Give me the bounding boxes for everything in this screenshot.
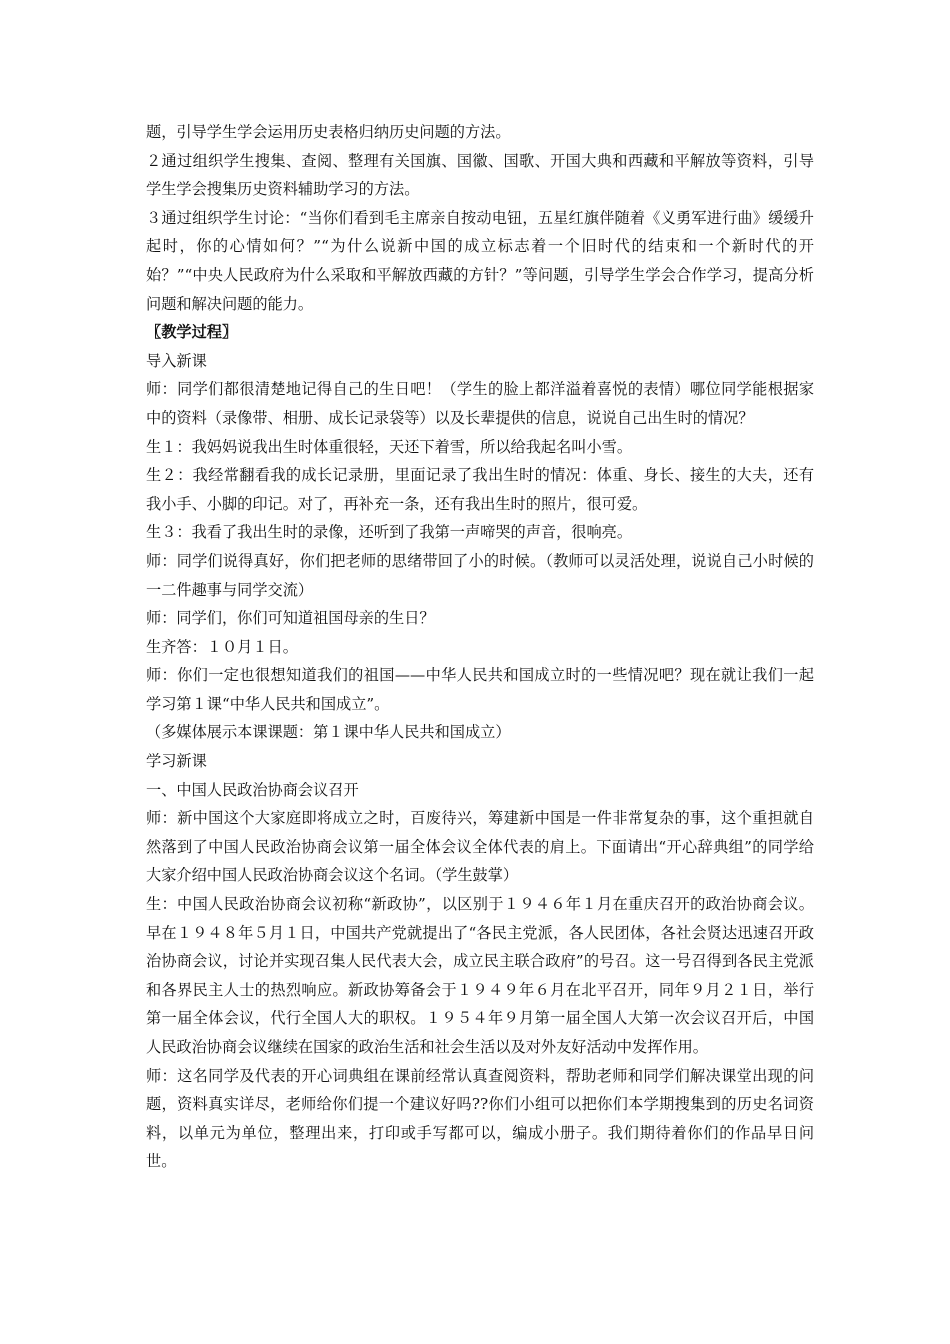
subheading-new-lesson: 学习新课 [146,752,207,771]
subheading-intro: 导入新课 [146,351,207,370]
paragraph-method-3: ３通过组织学生讨论：“当你们看到毛主席亲自按动电钮，五星红旗伴随着《义勇军进行曲》缓缓升起时，你的心情如何？”“为什么说新中国的成立标志着一个旧时代的结束和一个新时代的开始？”“中央人民政府为什么采取和平解放西藏的方针？”等问题，引导学生学会合作学习，提高分析问题和解决问题的能力。 [146,208,814,313]
dialogue-teacher-4: 师：你们一定也很想知道我们的祖国——中华人民共和国成立时的一些情况吧？现在就让我们一起学习第１课“中华人民共和国成立”。 [146,666,814,713]
dialogue-students-answer: 生齐答：１０月１日。 [146,637,298,656]
section-heading-teaching-process: 〖教学过程〗 [146,323,238,342]
document-body [146,118,814,1176]
dialogue-teacher-3: 师：同学们，你们可知道祖国母亲的生日？ [146,609,435,628]
dialogue-teacher-1: 师：同学们都很清楚地记得自己的生日吧！（学生的脸上都洋溢着喜悦的表情）哪位同学能根据家中的资料（录像带、相册、成长记录袋等）以及长辈提供的信息，说说自己出生时的情况？ [146,380,814,427]
dialogue-student-1: 生１：我妈妈说我出生时体重很轻，天还下着雪，所以给我起名叫小雪。 [146,437,632,456]
note-multimedia: （多媒体展示本课课题：第１课中华人民共和国成立） [146,723,511,742]
dialogue-teacher-5: 师：新中国这个大家庭即将成立之时，百废待兴，筹建新中国是一件非常复杂的事，这个重担就自然落到了中国人民政治协商会议第一届全体会议全体代表的肩上。下面请出“开心辞典组”的同学给大家介绍中国人民政治协商会议这个名词。（学生鼓掌） [146,809,814,885]
paragraph-method-2: ２通过组织学生搜集、查阅、整理有关国旗、国徽、国歌、开国大典和西藏和平解放等资料，引导学生学会搜集历史资料辅助学习的方法。 [146,151,814,199]
dialogue-teacher-6: 师：这名同学及代表的开心词典组在课前经常认真查阅资料，帮助老师和同学们解决课堂出现的问题，资料真实详尽，老师给你们提一个建议好吗??你们小组可以把你们本学期搜集到的历史名词资料，以单元为单位，整理出来，打印或手写都可以，编成小册子。我们期待着你们的作品早日问世。 [146,1066,814,1171]
dialogue-teacher-2: 师：同学们说得真好，你们把老师的思绪带回了小的时候。（教师可以灵活处理，说说自己小时候的一二件趣事与同学交流） [146,551,814,599]
dialogue-student-4: 生：中国人民政治协商会议初称“新政协”，以区别于１９４６年１月在重庆召开的政治协商会议。早在１９４８年５月１日，中国共产党就提出了“各民主党派，各人民团体，各社会贤达迅速召开政治协商会议，讨论并实现召集人民代表大会，成立民主联合政府”的号召。这一号召得到各民主党派和各界民主人士的热烈响应。新政协筹备会于１９４９年６月在北平召开，同年９月２１日，举行第一届全体会议，代行全国人大的职权。１９５４年９月第一届全国人大第一次会议召开后，中国人民政治协商会议继续在国家的政治生活和社会生活以及对外友好活动中发挥作用。 [146,895,814,1056]
dialogue-student-2: 生２：我经常翻看我的成长记录册，里面记录了我出生时的情况：体重、身长、接生的大夫，还有我小手、小脚的印记。对了，再补充一条，还有我出生时的照片，很可爱。 [146,466,814,513]
dialogue-student-3: 生３：我看了我出生时的录像，还听到了我第一声啼哭的声音，很响亮。 [146,523,632,542]
section-heading-cppcc: 一、中国人民政治协商会议召开 [146,780,359,799]
paragraph-method-table: 题，引导学生学会运用历史表格归纳历史问题的方法。 [146,123,511,141]
